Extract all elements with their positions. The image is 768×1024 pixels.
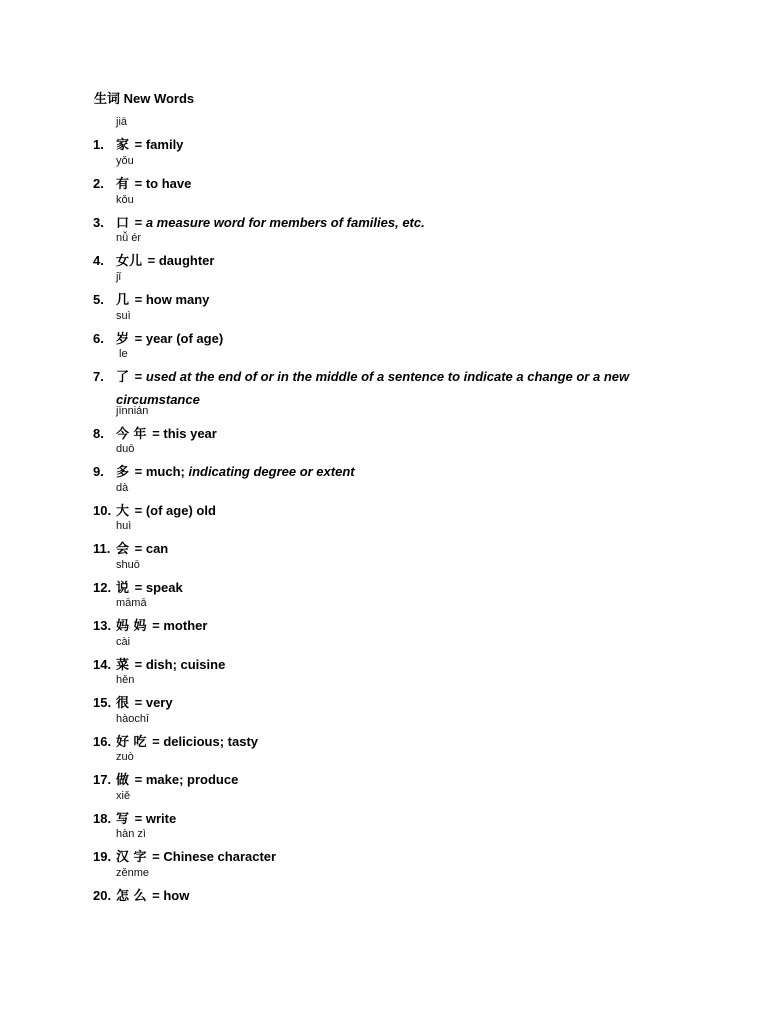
meaning: daughter (158, 253, 215, 268)
equals-sign: = (148, 618, 164, 633)
meaning: write (145, 811, 177, 826)
equals-sign: = (131, 369, 146, 384)
entry-number: 2. (93, 176, 104, 191)
meaning: dish; cuisine (145, 657, 226, 672)
entry-number: 3. (93, 215, 104, 230)
equals-sign: = (131, 811, 146, 826)
meaning: mother (163, 618, 208, 633)
pinyin: hàn zì (116, 828, 146, 840)
entry-number: 13. (93, 618, 112, 633)
pinyin: dà (116, 482, 129, 494)
equals-sign: = (148, 888, 164, 903)
meaning: to have (145, 176, 192, 191)
hanzi: 多 (116, 465, 130, 480)
meaning: year (of age) (145, 331, 224, 346)
meaning: a measure word for members of families, etc. (145, 215, 425, 230)
entry-number: 12. (93, 580, 112, 595)
entry-number: 7. (93, 369, 104, 384)
hanzi: 今 年 (116, 427, 147, 442)
meaning: very (145, 695, 173, 710)
hanzi: 说 (116, 581, 130, 596)
equals-sign: = (131, 331, 146, 346)
meaning: make; produce (145, 772, 239, 787)
entry-number: 5. (93, 292, 104, 307)
hanzi: 怎 么 (116, 889, 147, 904)
meaning: this year (163, 426, 217, 441)
hanzi: 口 (116, 216, 130, 231)
entry-number: 6. (93, 331, 104, 346)
pinyin: jīnnián (116, 405, 149, 417)
hanzi: 女儿 (116, 254, 143, 269)
equals-sign: = (131, 215, 146, 230)
entry-number: 18. (93, 811, 112, 826)
entry-number: 17. (93, 772, 112, 787)
entry-number: 10. (93, 503, 112, 518)
equals-sign: = (131, 292, 146, 307)
hanzi: 大 (116, 504, 130, 519)
pinyin: xiě (116, 790, 131, 802)
hanzi: 家 (116, 138, 130, 153)
hanzi: 几 (116, 293, 130, 308)
pinyin: yǒu (116, 155, 134, 167)
hanzi: 汉 字 (116, 850, 147, 865)
hanzi: 了 (116, 370, 130, 385)
pinyin: duō (116, 443, 135, 455)
equals-sign: = (148, 849, 164, 864)
pinyin: le (119, 348, 128, 360)
meaning: how many (145, 292, 210, 307)
equals-sign: = (131, 176, 146, 191)
entry-number: 8. (93, 426, 104, 441)
hanzi: 做 (116, 773, 130, 788)
pinyin: hěn (116, 674, 135, 686)
pinyin: hàochī (116, 713, 150, 725)
equals-sign: = (131, 503, 146, 518)
pinyin: huì (116, 520, 132, 532)
entry-number: 1. (93, 137, 104, 152)
hanzi: 写 (116, 812, 130, 827)
hanzi: 很 (116, 696, 130, 711)
entry-number: 11. (93, 541, 111, 556)
hanzi: 有 (116, 177, 130, 192)
equals-sign: = (131, 541, 146, 556)
meaning: used at the end of or in the middle of a sentence to indicate a change or a new circumstance (116, 369, 630, 407)
pinyin: jǐ (116, 271, 121, 283)
meaning: Chinese character (163, 849, 277, 864)
equals-sign: = (131, 695, 146, 710)
entry-number: 9. (93, 464, 104, 479)
pinyin: kǒu (116, 194, 134, 206)
equals-sign: = (131, 657, 146, 672)
hanzi: 妈 妈 (116, 619, 147, 634)
entry-number: 19. (93, 849, 112, 864)
meaning-extra: indicating degree or extent (184, 464, 355, 479)
meaning: delicious; tasty (163, 734, 258, 749)
entry-number: 15. (93, 695, 112, 710)
hanzi: 好 吃 (116, 735, 147, 750)
meaning: speak (145, 580, 183, 595)
pinyin: māmā (116, 597, 147, 609)
equals-sign: = (148, 426, 164, 441)
pinyin: zuò (116, 751, 134, 763)
pinyin: jiā (116, 116, 128, 128)
meaning: (of age) old (145, 503, 216, 518)
equals-sign: = (144, 253, 159, 268)
hanzi: 菜 (116, 658, 130, 673)
pinyin: shuō (116, 559, 140, 571)
equals-sign: = (131, 772, 146, 787)
equals-sign: = (131, 464, 146, 479)
meaning: much; (145, 464, 185, 479)
pinyin: suì (116, 310, 131, 322)
equals-sign: = (131, 580, 146, 595)
page-title: 生词 New Words (94, 91, 195, 106)
hanzi: 会 (116, 542, 130, 557)
entry-number: 20. (93, 888, 112, 903)
pinyin: zěnme (116, 867, 150, 879)
equals-sign: = (131, 137, 146, 152)
entry-number: 4. (93, 253, 104, 268)
pinyin: cài (116, 636, 131, 648)
meaning: can (145, 541, 169, 556)
pinyin: nǚ ér (116, 232, 142, 244)
meaning: family (145, 137, 184, 152)
meaning: how (163, 888, 190, 903)
entry-number: 16. (93, 734, 112, 749)
equals-sign: = (148, 734, 164, 749)
hanzi: 岁 (116, 332, 130, 347)
entry-number: 14. (93, 657, 112, 672)
